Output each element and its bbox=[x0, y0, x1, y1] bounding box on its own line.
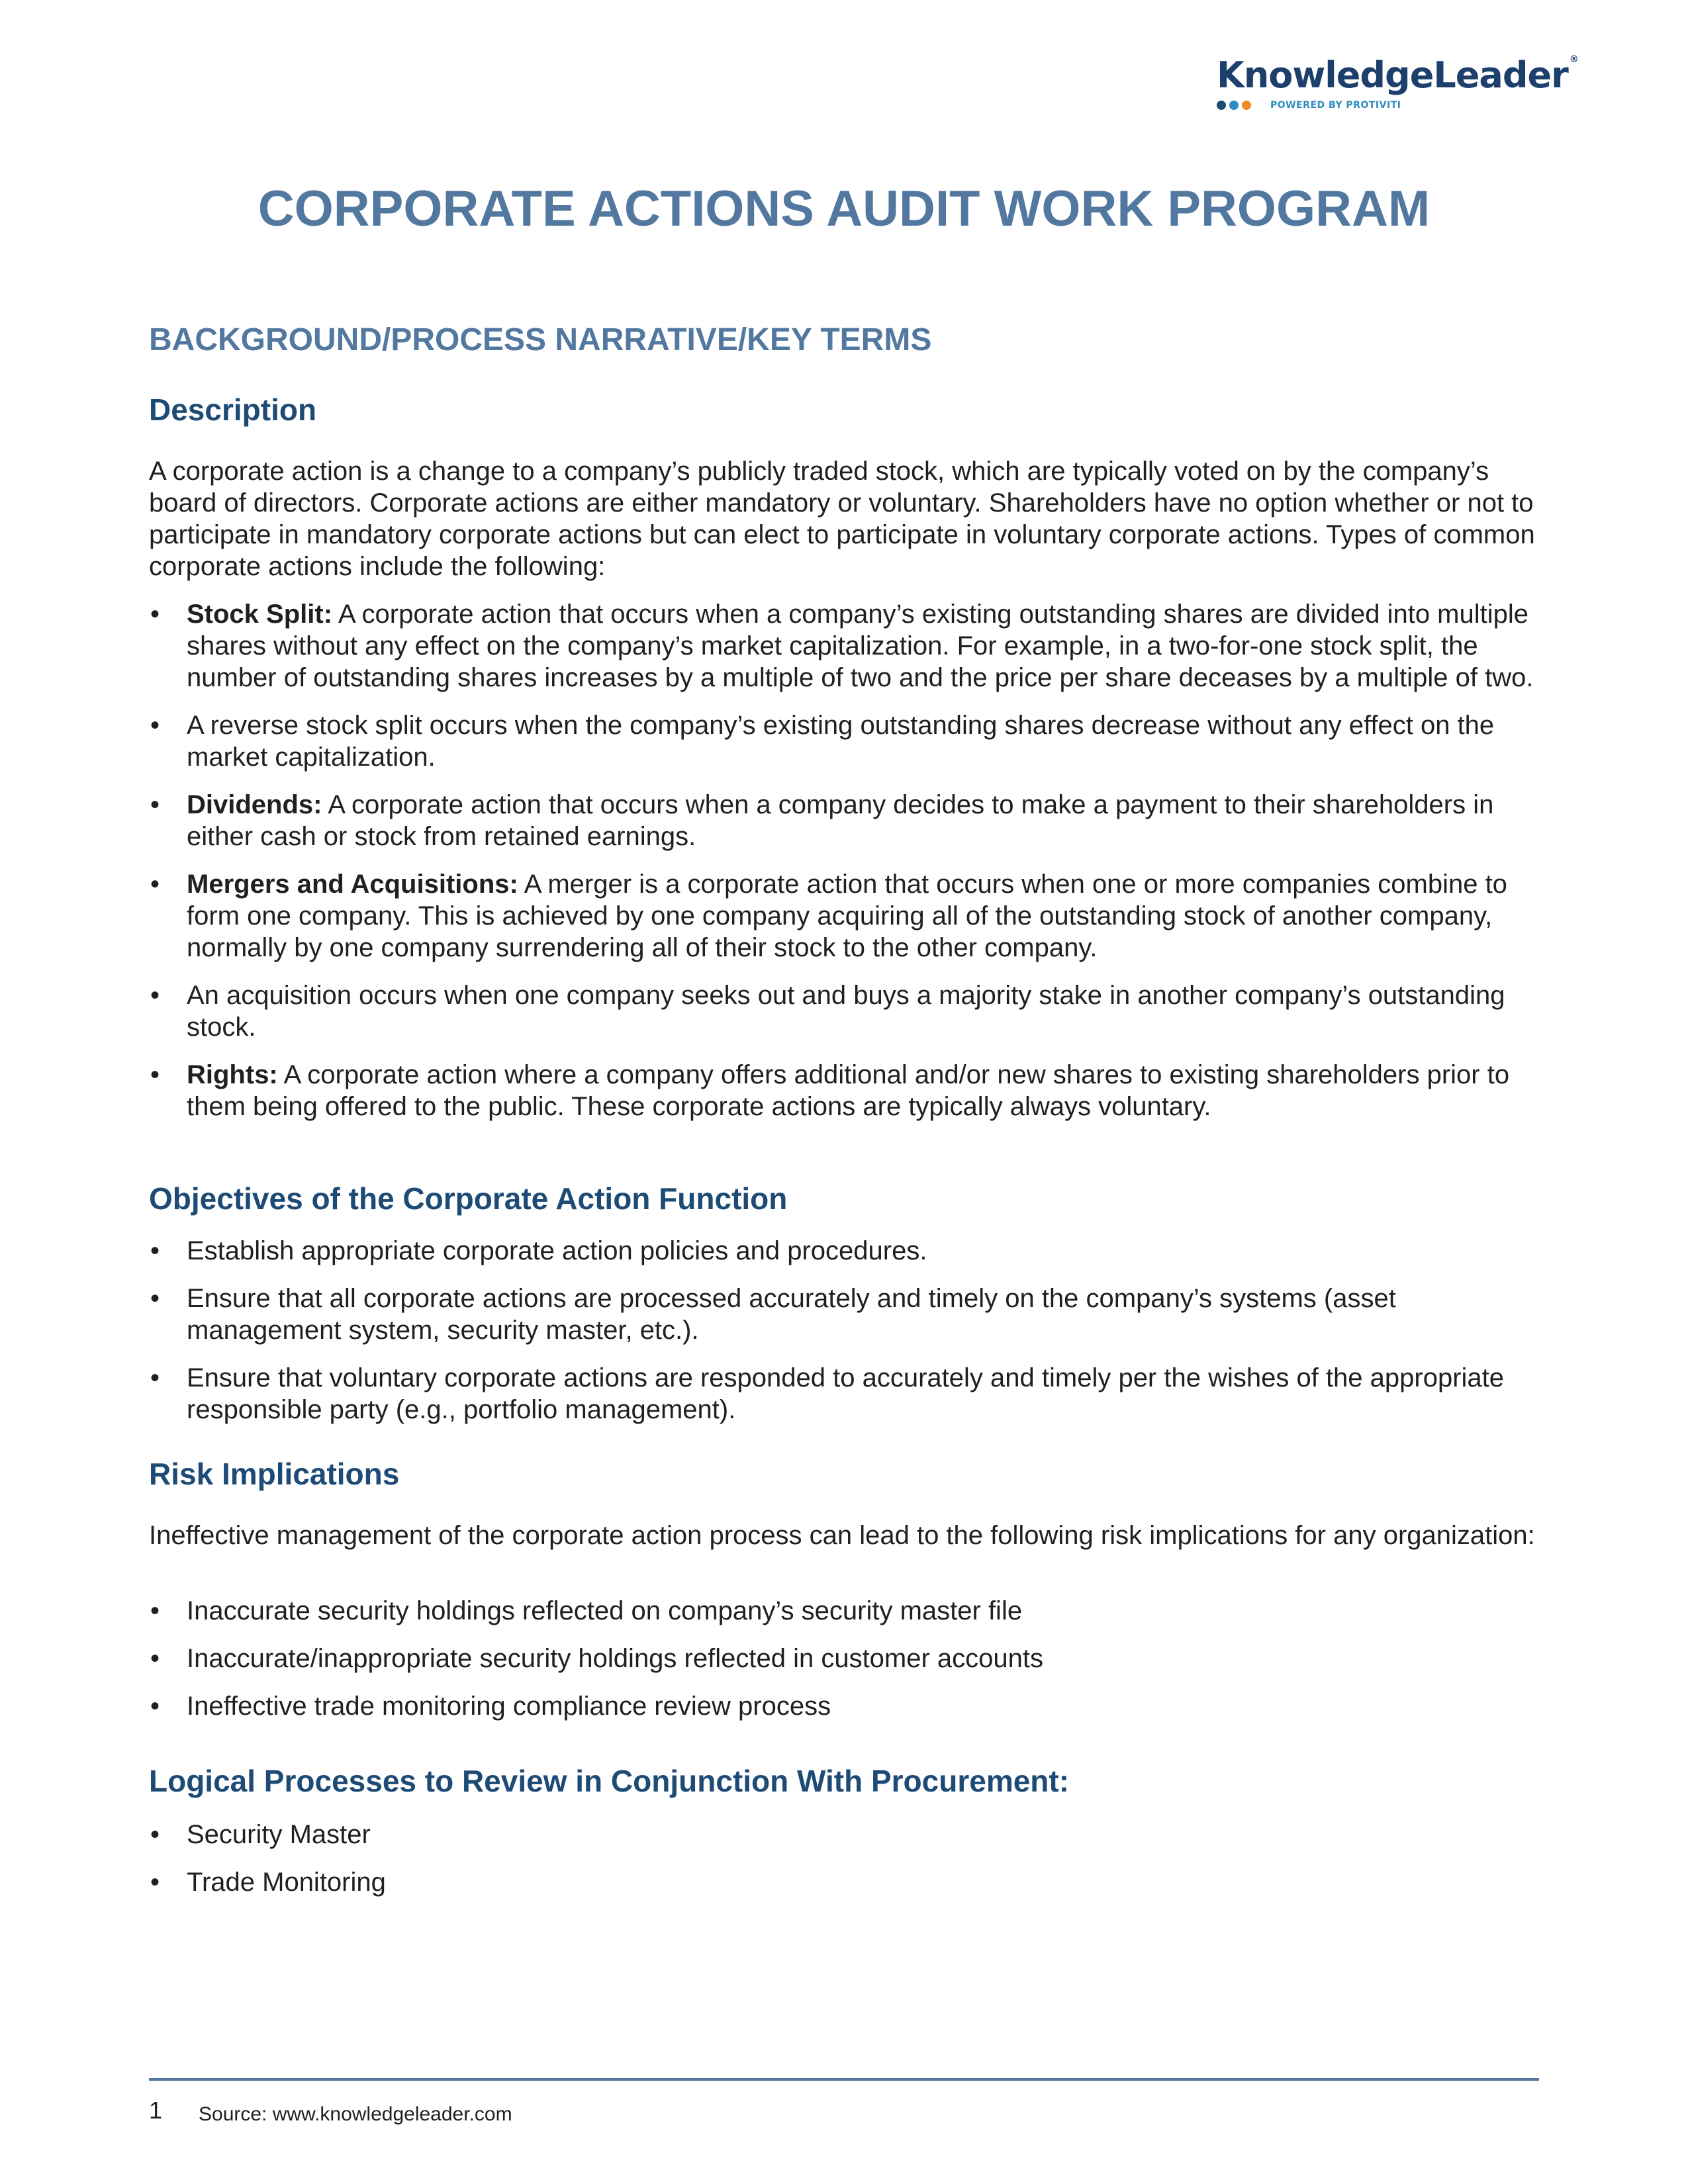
list-item: • Security Master bbox=[149, 1819, 1549, 1850]
term-label: Dividends: bbox=[187, 790, 322, 819]
risk-intro: Ineffective management of the corporate action process can lead to the following risk implications for any organization: bbox=[149, 1521, 1535, 1550]
section-heading: BACKGROUND/PROCESS NARRATIVE/KEY TERMS bbox=[149, 322, 932, 357]
footer-divider bbox=[149, 2078, 1539, 2081]
list-item: • Ensure that all corporate actions are processed accurately and timely on the company’s systems (asset management system, security master, etc.). bbox=[149, 1283, 1549, 1346]
logical-processes-heading: Logical Processes to Review in Conjunction With Procurement: bbox=[149, 1764, 1070, 1798]
logo-dot-icon-2 bbox=[1229, 101, 1239, 110]
logo-subline bbox=[1217, 100, 1534, 111]
logo-name: KnowledgeLeader bbox=[1217, 54, 1568, 96]
list-item: • Inaccurate/inappropriate security holdings reflected in customer accounts bbox=[149, 1643, 1549, 1674]
objectives-list bbox=[149, 1235, 1549, 1441]
logo-registered-mark: ® bbox=[1569, 54, 1578, 65]
footer-source: Source: www.knowledgeleader.com bbox=[199, 2103, 512, 2125]
logo-dot-icon-3 bbox=[1242, 101, 1251, 110]
objectives-heading: Objectives of the Corporate Action Function bbox=[149, 1181, 788, 1216]
term-text: An acquisition occurs when one company seeks out and buys a majority stake in another company’s outstanding stock. bbox=[187, 981, 1505, 1042]
risk-heading: Risk Implications bbox=[149, 1457, 400, 1491]
logo-tagline: POWERED BY PROTIVITI bbox=[1270, 100, 1401, 111]
list-item bbox=[149, 789, 1549, 852]
list-item bbox=[149, 709, 1549, 773]
term-text: A corporate action where a company offers additional and/or new shares to existing shareholders prior to them being offered to the public. These corporate actions are typically always voluntary. bbox=[187, 1060, 1510, 1121]
description-intro: A corporate action is a change to a company’s publicly traded stock, which are typically voted on by the company’s board of directors. Corporate actions are either mandatory or voluntary. Shareholders have no option whether or not to participate in mandatory corporate actions but can elect to participate in voluntary corporate actions. Types of common corporate actions include the following: bbox=[149, 457, 1535, 581]
list-item bbox=[149, 979, 1549, 1043]
risk-list bbox=[149, 1595, 1549, 1738]
list-item bbox=[149, 868, 1549, 964]
term-text: A corporate action that occurs when a company decides to make a payment to their shareholders in either cash or stock from retained earnings. bbox=[187, 790, 1494, 851]
description-heading: Description bbox=[149, 392, 317, 427]
logo-wordmark bbox=[1217, 54, 1578, 96]
logical-processes-list bbox=[149, 1819, 1549, 1914]
list-item bbox=[149, 598, 1549, 694]
list-item: • Inaccurate security holdings reflected on company’s security master file bbox=[149, 1595, 1549, 1627]
term-label: Stock Split: bbox=[187, 600, 333, 629]
document-title: CORPORATE ACTIONS AUDIT WORK PROGRAM bbox=[258, 181, 1430, 237]
list-item: • Establish appropriate corporate action policies and procedures. bbox=[149, 1235, 1549, 1267]
list-item: • Trade Monitoring bbox=[149, 1866, 1549, 1898]
page-number: 1 bbox=[149, 2097, 163, 2124]
term-label: Rights: bbox=[187, 1060, 278, 1089]
term-text: A reverse stock split occurs when the company’s existing outstanding shares decrease without any effect on the market capitalization. bbox=[187, 711, 1495, 772]
term-label: Mergers and Acquisitions: bbox=[187, 870, 518, 899]
term-text: A corporate action that occurs when a company’s existing outstanding shares are divided into multiple shares without any effect on the company’s market capitalization. For example, in a two-for-one stock split, the number of outstanding shares increases by a multiple of two and the price per share deceases by a multiple of two. bbox=[187, 600, 1534, 692]
knowledgeleader-logo bbox=[1217, 54, 1578, 111]
list-item bbox=[149, 1059, 1549, 1122]
list-item: • Ineffective trade monitoring compliance review process bbox=[149, 1690, 1549, 1722]
list-item: • Ensure that voluntary corporate actions are responded to accurately and timely per the wishes of the appropriate responsible party (e.g., portfolio management). bbox=[149, 1362, 1549, 1426]
logo-dot-icon-1 bbox=[1217, 101, 1226, 110]
term-text: A merger is a corporate action that occurs when one or more companies combine to form one company. This is achieved by one company acquiring all of the outstanding stock of another company, normally by one company surrendering all of their stock to the other company. bbox=[187, 870, 1507, 962]
corporate-action-types-list bbox=[149, 598, 1549, 1138]
